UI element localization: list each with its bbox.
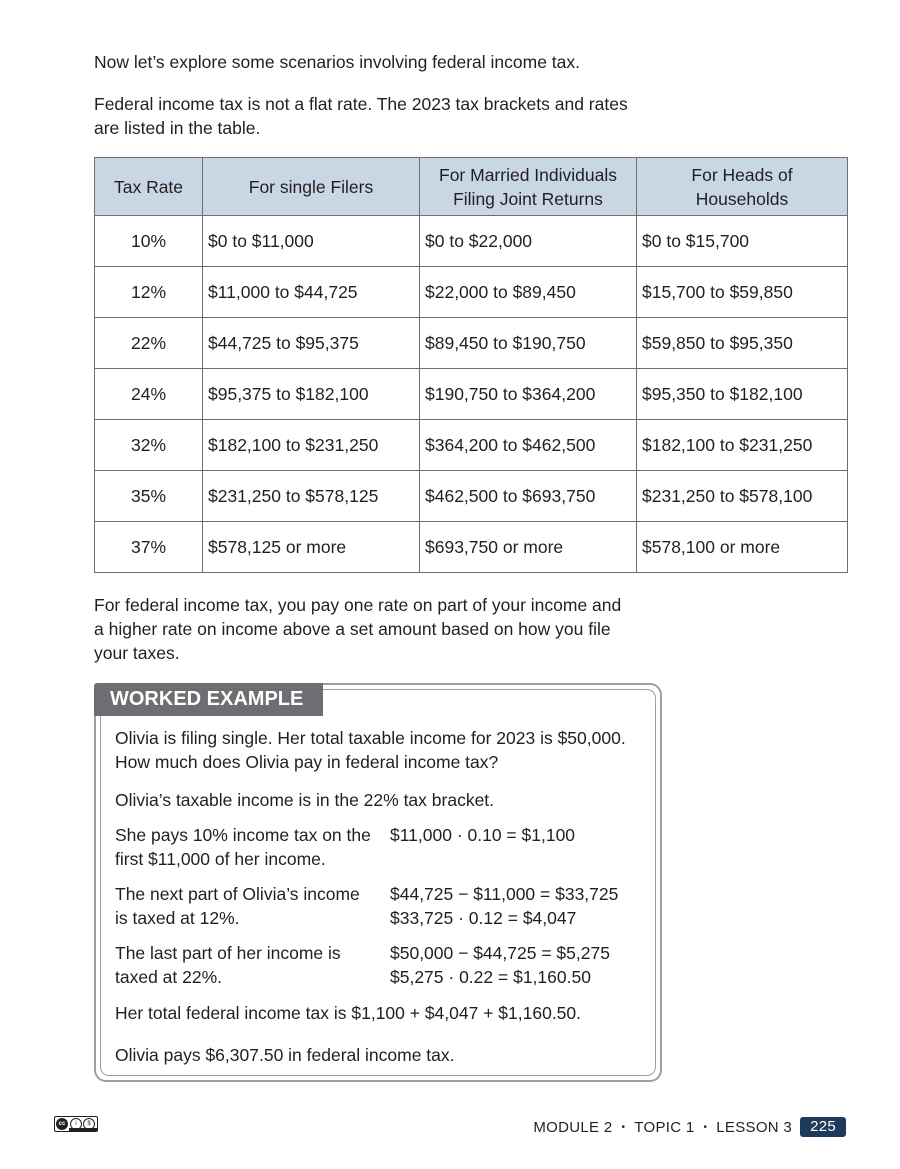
noncommercial-glyph: $ xyxy=(83,1118,95,1130)
tax-rate-cell: 12% xyxy=(95,267,203,318)
heads-of-households-cell: $578,100 or more xyxy=(637,522,848,573)
conclusion-line: Olivia pays $6,307.50 in federal income tax. xyxy=(115,1045,455,1065)
header-heads-of-households: For Heads of Households xyxy=(637,158,848,216)
step-1-math xyxy=(390,823,575,847)
attribution-glyph: i xyxy=(70,1118,82,1130)
table-row xyxy=(95,267,848,318)
tax-rate-cell: 24% xyxy=(95,369,203,420)
step-math-line: $33,725 · 0.12 = $4,047 xyxy=(390,908,577,928)
explanation-paragraph xyxy=(94,593,621,665)
footer-separator: • xyxy=(703,1121,708,1133)
single-filers-cell: $95,375 to $182,100 xyxy=(203,369,420,420)
table-row xyxy=(95,420,848,471)
step-math-line: $50,000 − $44,725 = $5,275 xyxy=(390,943,610,963)
single-filers-cell: $44,725 to $95,375 xyxy=(203,318,420,369)
step-description-line: is taxed at 12%. xyxy=(115,908,240,928)
page-footer xyxy=(533,1117,846,1137)
married-joint-cell: $0 to $22,000 xyxy=(420,216,637,267)
table-row xyxy=(95,369,848,420)
explanation-line: For federal income tax, you pay one rate on part of your income and xyxy=(94,595,622,615)
heads-of-households-cell: $95,350 to $182,100 xyxy=(637,369,848,420)
single-filers-cell: $578,125 or more xyxy=(203,522,420,573)
intro-paragraph xyxy=(94,92,628,140)
worked-example-title: WORKED EXAMPLE xyxy=(94,683,323,716)
footer-separator: • xyxy=(621,1121,626,1133)
footer-module: MODULE 2 xyxy=(533,1118,613,1136)
single-filers-cell: $11,000 to $44,725 xyxy=(203,267,420,318)
header-tax-rate: Tax Rate xyxy=(95,158,203,216)
intro-paragraph-line: Federal income tax is not a flat rate. The 2023 tax brackets and rates xyxy=(94,94,628,114)
intro-line: Now let’s explore some scenarios involving federal income tax. xyxy=(94,52,581,72)
married-joint-cell: $364,200 to $462,500 xyxy=(420,420,637,471)
step-1-description xyxy=(115,823,371,871)
explanation-line: your taxes. xyxy=(94,643,180,663)
married-joint-cell: $693,750 or more xyxy=(420,522,637,573)
step-3-math xyxy=(390,941,610,989)
heads-of-households-cell: $15,700 to $59,850 xyxy=(637,267,848,318)
heads-of-households-cell: $231,250 to $578,100 xyxy=(637,471,848,522)
question-line: How much does Olivia pay in federal income tax? xyxy=(115,752,499,772)
single-filers-cell: $0 to $11,000 xyxy=(203,216,420,267)
question-line: Olivia is filing single. Her total taxable income for 2023 is $50,000. xyxy=(115,728,626,748)
intro-sentence xyxy=(94,50,580,74)
heads-of-households-cell: $182,100 to $231,250 xyxy=(637,420,848,471)
tax-rate-cell: 37% xyxy=(95,522,203,573)
bracket-note: Olivia’s taxable income is in the 22% tax bracket. xyxy=(115,790,495,810)
married-joint-cell: $89,450 to $190,750 xyxy=(420,318,637,369)
single-filers-cell: $231,250 to $578,125 xyxy=(203,471,420,522)
creative-commons-license-icon xyxy=(54,1116,98,1132)
step-description-line: She pays 10% income tax on the xyxy=(115,825,371,845)
footer-topic: TOPIC 1 xyxy=(634,1118,695,1136)
step-math-line: $11,000 · 0.10 = $1,100 xyxy=(390,825,576,845)
cc-glyph: cc xyxy=(56,1118,68,1130)
footer-lesson: LESSON 3 xyxy=(716,1118,793,1136)
step-description-line: The last part of her income is xyxy=(115,943,341,963)
married-joint-cell: $22,000 to $89,450 xyxy=(420,267,637,318)
tax-rate-cell: 32% xyxy=(95,420,203,471)
tax-rate-cell: 22% xyxy=(95,318,203,369)
step-math-line: $44,725 − $11,000 = $33,725 xyxy=(390,884,619,904)
tax-brackets-table xyxy=(94,157,848,573)
step-math-line: $5,275 · 0.22 = $1,160.50 xyxy=(390,967,591,987)
worked-example-question xyxy=(115,726,626,774)
married-joint-cell: $462,500 to $693,750 xyxy=(420,471,637,522)
explanation-line: a higher rate on income above a set amount based on how you file xyxy=(94,619,611,639)
header-married-joint: For Married Individuals Filing Joint Returns xyxy=(420,158,637,216)
page-number-badge: 225 xyxy=(800,1117,846,1137)
married-joint-cell: $190,750 to $364,200 xyxy=(420,369,637,420)
step-description-line: The next part of Olivia’s income xyxy=(115,884,360,904)
intro-paragraph-line: are listed in the table. xyxy=(94,118,261,138)
step-3-description xyxy=(115,941,341,989)
total-tax-line: Her total federal income tax is $1,100 + $4,047 + $1,160.50. xyxy=(115,1003,582,1023)
step-description-line: taxed at 22%. xyxy=(115,967,223,987)
heads-of-households-cell: $59,850 to $95,350 xyxy=(637,318,848,369)
table-row xyxy=(95,318,848,369)
table-row xyxy=(95,216,848,267)
tax-rate-cell: 35% xyxy=(95,471,203,522)
single-filers-cell: $182,100 to $231,250 xyxy=(203,420,420,471)
table-row xyxy=(95,522,848,573)
tax-rate-cell: 10% xyxy=(95,216,203,267)
heads-of-households-cell: $0 to $15,700 xyxy=(637,216,848,267)
table-header-row xyxy=(95,158,848,216)
step-2-math xyxy=(390,882,618,930)
table-row xyxy=(95,471,848,522)
license-strip xyxy=(69,1128,98,1131)
step-2-description xyxy=(115,882,360,930)
step-description-line: first $11,000 of her income. xyxy=(115,849,326,869)
header-single-filers: For single Filers xyxy=(203,158,420,216)
